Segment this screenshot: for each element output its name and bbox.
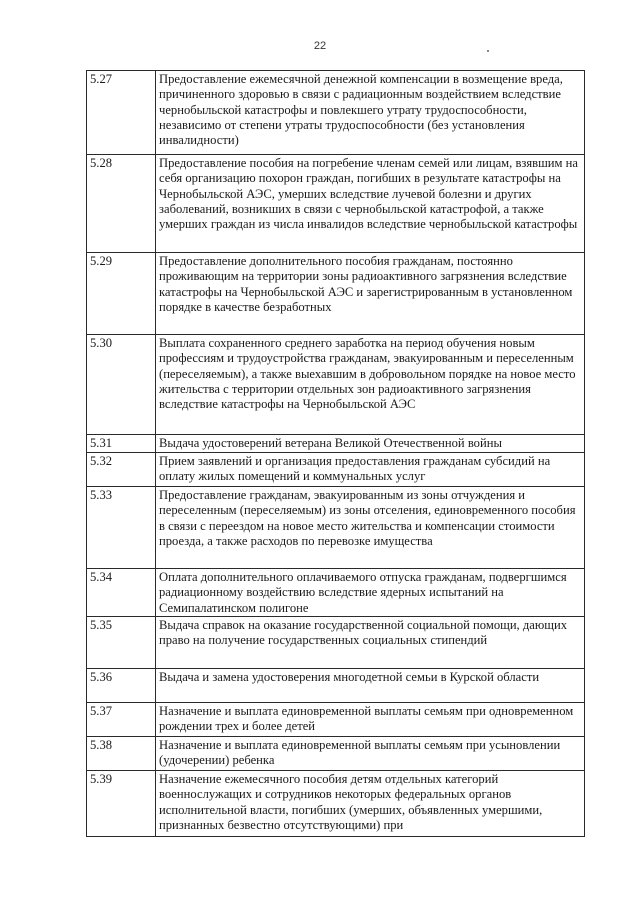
table-row bbox=[87, 71, 585, 155]
row-text: Назначение и выплата единовременной выплаты семьям при усыновлении (удочерении) ребенка bbox=[156, 737, 585, 771]
row-number: 5.39 bbox=[87, 771, 156, 837]
row-text: Выплата сохраненного среднего заработка на период обучения новым профессиям и трудоустройства гражданам, эвакуированным и переселенным (переселяемым), а также выехавшим в добровольном порядке на новое место жительства с территории отдельных зон радиоактивного загрязнения вследствие катастрофы на Чернобыльской АЭС bbox=[156, 335, 585, 435]
page-number: 22 bbox=[313, 40, 327, 52]
row-number: 5.27 bbox=[87, 71, 156, 155]
row-number: 5.31 bbox=[87, 435, 156, 453]
services-table bbox=[86, 70, 585, 837]
row-number: 5.28 bbox=[87, 155, 156, 253]
row-number: 5.38 bbox=[87, 737, 156, 771]
row-number: 5.37 bbox=[87, 703, 156, 737]
table-row bbox=[87, 617, 585, 669]
row-text: Выдача справок на оказание государственной социальной помощи, дающих право на получение государственных социальных стипендий bbox=[156, 617, 585, 669]
row-text: Предоставление ежемесячной денежной компенсации в возмещение вреда, причиненного здоровью в связи с радиационным воздействием вследствие чернобыльской катастрофы и повлекшего утрату трудоспособности, независимо от степени утраты трудоспособности (без установления инвалидности) bbox=[156, 71, 585, 155]
table-row bbox=[87, 487, 585, 569]
row-number: 5.33 bbox=[87, 487, 156, 569]
row-text: Выдача и замена удостоверения многодетной семьи в Курской области bbox=[156, 669, 585, 703]
row-number: 5.36 bbox=[87, 669, 156, 703]
row-number: 5.34 bbox=[87, 569, 156, 617]
table-row bbox=[87, 435, 585, 453]
row-text: Предоставление гражданам, эвакуированным из зоны отчуждения и переселенным (переселяемым) из зоны отселения, единовременного пособия в связи с переездом на новое место жительства и компенсации стоимости проезда, а также расходов по перевозке имущества bbox=[156, 487, 585, 569]
row-number: 5.35 bbox=[87, 617, 156, 669]
row-text: Предоставление пособия на погребение членам семей или лицам, взявшим на себя организацию похорон граждан, погибших в результате катастрофы на Чернобыльской АЭС, умерших вследствие лучевой болезни и других заболеваний, возникших в связи с чернобыльской катастрофой, а также умерших граждан из числа инвалидов вследствие чернобыльской катастрофы bbox=[156, 155, 585, 253]
table-row bbox=[87, 669, 585, 703]
row-text: Назначение ежемесячного пособия детям отдельных категорий военнослужащих и сотрудников некоторых федеральных органов исполнительной власти, погибших (умерших, объявленных умершими, признанных безвестно отсутствующими) при bbox=[156, 771, 585, 837]
row-text: Предоставление дополнительного пособия гражданам, постоянно проживающим на территории зоны радиоактивного загрязнения вследствие катастрофы на Чернобыльской АЭС и зарегистрированным в установленном порядке в качестве безработных bbox=[156, 253, 585, 335]
row-text: Назначение и выплата единовременной выплаты семьям при одновременном рождении трех и более детей bbox=[156, 703, 585, 737]
table-row bbox=[87, 335, 585, 435]
table-row bbox=[87, 253, 585, 335]
row-text: Оплата дополнительного оплачиваемого отпуска гражданам, подвергшимся радиационному воздействию вследствие ядерных испытаний на Семипалатинском полигоне bbox=[156, 569, 585, 617]
table-row bbox=[87, 703, 585, 737]
table-row bbox=[87, 453, 585, 487]
table-row bbox=[87, 569, 585, 617]
table-row bbox=[87, 771, 585, 837]
row-number: 5.29 bbox=[87, 253, 156, 335]
table-row bbox=[87, 155, 585, 253]
row-text: Прием заявлений и организация предоставления гражданам субсидий на оплату жилых помещений и коммунальных услуг bbox=[156, 453, 585, 487]
row-number: 5.30 bbox=[87, 335, 156, 435]
row-number: 5.32 bbox=[87, 453, 156, 487]
row-text: Выдача удостоверений ветерана Великой Отечественной войны bbox=[156, 435, 585, 453]
table-row bbox=[87, 737, 585, 771]
scan-artifact-dot bbox=[487, 50, 489, 52]
